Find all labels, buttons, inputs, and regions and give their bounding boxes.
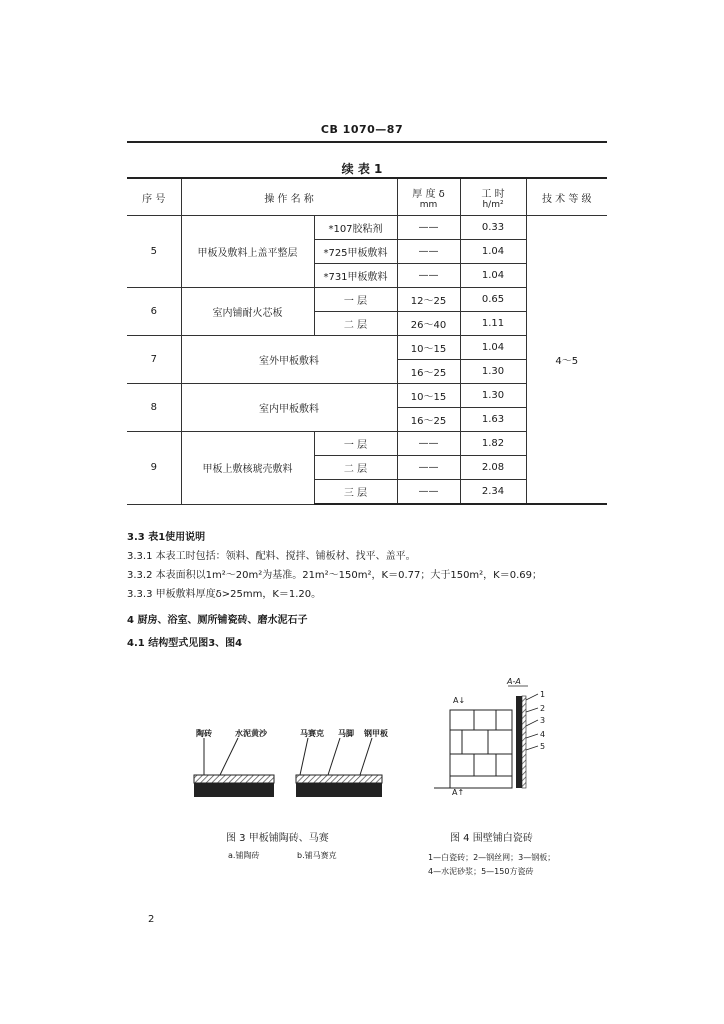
row-sub: 一 层 (314, 432, 397, 456)
row-thickness: —— (397, 240, 460, 264)
row-time: 1.11 (460, 312, 526, 336)
header-time (460, 178, 526, 216)
row-sub: 三 层 (314, 480, 397, 505)
row-time: 1.04 (460, 336, 526, 360)
row-thickness: 26～40 (397, 312, 460, 336)
section-4-heading: 4 厨房、浴室、厕所铺瓷砖、磨水泥石子 (127, 615, 308, 626)
row-thickness: 12～25 (397, 288, 460, 312)
row-sub: 二 层 (314, 456, 397, 480)
fig3-label-steel-deck: 钢甲板 (364, 729, 388, 738)
header-thickness (397, 178, 460, 216)
row-thickness: —— (397, 264, 460, 288)
figure-4-callout-3: 3 (540, 716, 546, 725)
figure-3b-section (296, 738, 382, 797)
row-operation: 甲板及敷料上盖平整层 (181, 216, 314, 288)
figure-4-caption: 图 4 围壁铺白瓷砖 (450, 833, 533, 844)
figure-3b-subcaption: b.铺马赛克 (297, 851, 337, 860)
row-time: 2.08 (460, 456, 526, 480)
table-row (127, 216, 607, 240)
document-code: CB 1070—87 (320, 123, 404, 136)
note-3-3-3: 3.3.3 甲板敷料厚度δ>25mm，K＝1.20。 (127, 589, 322, 600)
row-number: 6 (127, 288, 181, 336)
header-time-label: 工 时 (481, 188, 505, 200)
figure-4-callout-1: 1 (540, 690, 546, 699)
row-thickness: —— (397, 216, 460, 240)
row-thickness: 10～15 (397, 336, 460, 360)
row-sub: *725甲板敷料 (314, 240, 397, 264)
row-thickness: 16～25 (397, 408, 460, 432)
header-number: 序 号 (127, 178, 181, 216)
header-operation: 操 作 名 称 (181, 178, 397, 216)
row-thickness: 10～15 (397, 384, 460, 408)
header-rule (127, 141, 607, 143)
figure-4-callout-4: 4 (540, 730, 546, 739)
row-thickness: —— (397, 456, 460, 480)
row-thickness: —— (397, 432, 460, 456)
row-time: 1.30 (460, 384, 526, 408)
header-thickness-unit: mm (419, 199, 438, 210)
figure-4-diagram (430, 680, 570, 800)
row-number: 7 (127, 336, 181, 384)
fig3-label-mosaic: 马赛克 (300, 729, 324, 738)
figure-3a-section (194, 738, 274, 797)
row-time: 1.63 (460, 408, 526, 432)
figure-4-callout-5: 5 (540, 742, 546, 751)
fig3-label-cement: 水泥黄沙 (235, 729, 267, 738)
row-thickness: —— (397, 480, 460, 505)
row-number: 9 (127, 432, 181, 505)
figure-4-marker-top: A↓ (453, 696, 466, 705)
header-thickness-label: 厚 度 δ (412, 188, 445, 200)
figure-3-caption: 图 3 甲板铺陶砖、马赛 (226, 833, 329, 844)
note-3-3-1: 3.3.1 本表工时包括：领料、配料、搅拌、铺板材、找平、盖平。 (127, 551, 416, 562)
row-sub: 一 层 (314, 288, 397, 312)
row-operation: 室内铺耐火芯板 (181, 288, 314, 336)
figure-4-legend-line-2: 4—水泥砂浆；5—150方瓷砖 (428, 867, 534, 876)
row-sub: 二 层 (314, 312, 397, 336)
header-grade: 技 术 等 级 (526, 178, 607, 216)
fig3-label-horse-foot: 马脚 (338, 729, 354, 738)
row-operation: 室外甲板敷料 (181, 336, 397, 384)
page-number: 2 (148, 914, 155, 925)
row-time: 0.65 (460, 288, 526, 312)
row-time: 0.33 (460, 216, 526, 240)
figure-4-tile-grid (450, 710, 512, 788)
fig3-label-tile: 陶砖 (196, 729, 212, 738)
note-3-3-2: 3.3.2 本表面积以1m²～20m²为基准。21m²～150m²，K＝0.77；大于150m²，K＝0.69； (127, 570, 543, 581)
figure-3-diagram (190, 725, 390, 805)
figure-4-section-label: A-A (507, 677, 521, 686)
header-time-unit: h/m² (482, 199, 504, 210)
row-number: 8 (127, 384, 181, 432)
figure-4-legend-line-1: 1—白瓷砖；2—钢丝网；3—钢板； (428, 853, 556, 862)
row-operation: 室内甲板敷料 (181, 384, 397, 432)
figure-4-marker-bottom: A↑ (452, 788, 465, 797)
row-number: 5 (127, 216, 181, 288)
figure-4-callout-2: 2 (540, 704, 546, 713)
section-3-3-heading: 3.3 表1使用说明 (127, 532, 206, 543)
continued-table-1 (127, 177, 607, 505)
row-sub: *107胶粘剂 (314, 216, 397, 240)
row-time: 2.34 (460, 480, 526, 505)
row-thickness: 16～25 (397, 360, 460, 384)
row-time: 1.82 (460, 432, 526, 456)
row-time: 1.04 (460, 240, 526, 264)
row-sub: *731甲板敷料 (314, 264, 397, 288)
table-title: 续 表 1 (341, 162, 383, 176)
grade-value: 4～5 (526, 216, 607, 505)
row-time: 1.04 (460, 264, 526, 288)
section-4-1-heading: 4.1 结构型式见图3、图4 (127, 638, 243, 649)
figure-4-wall-section (516, 696, 526, 788)
figure-3a-subcaption: a.铺陶砖 (228, 851, 260, 860)
row-time: 1.30 (460, 360, 526, 384)
row-operation: 甲板上敷核琥壳敷料 (181, 432, 314, 505)
